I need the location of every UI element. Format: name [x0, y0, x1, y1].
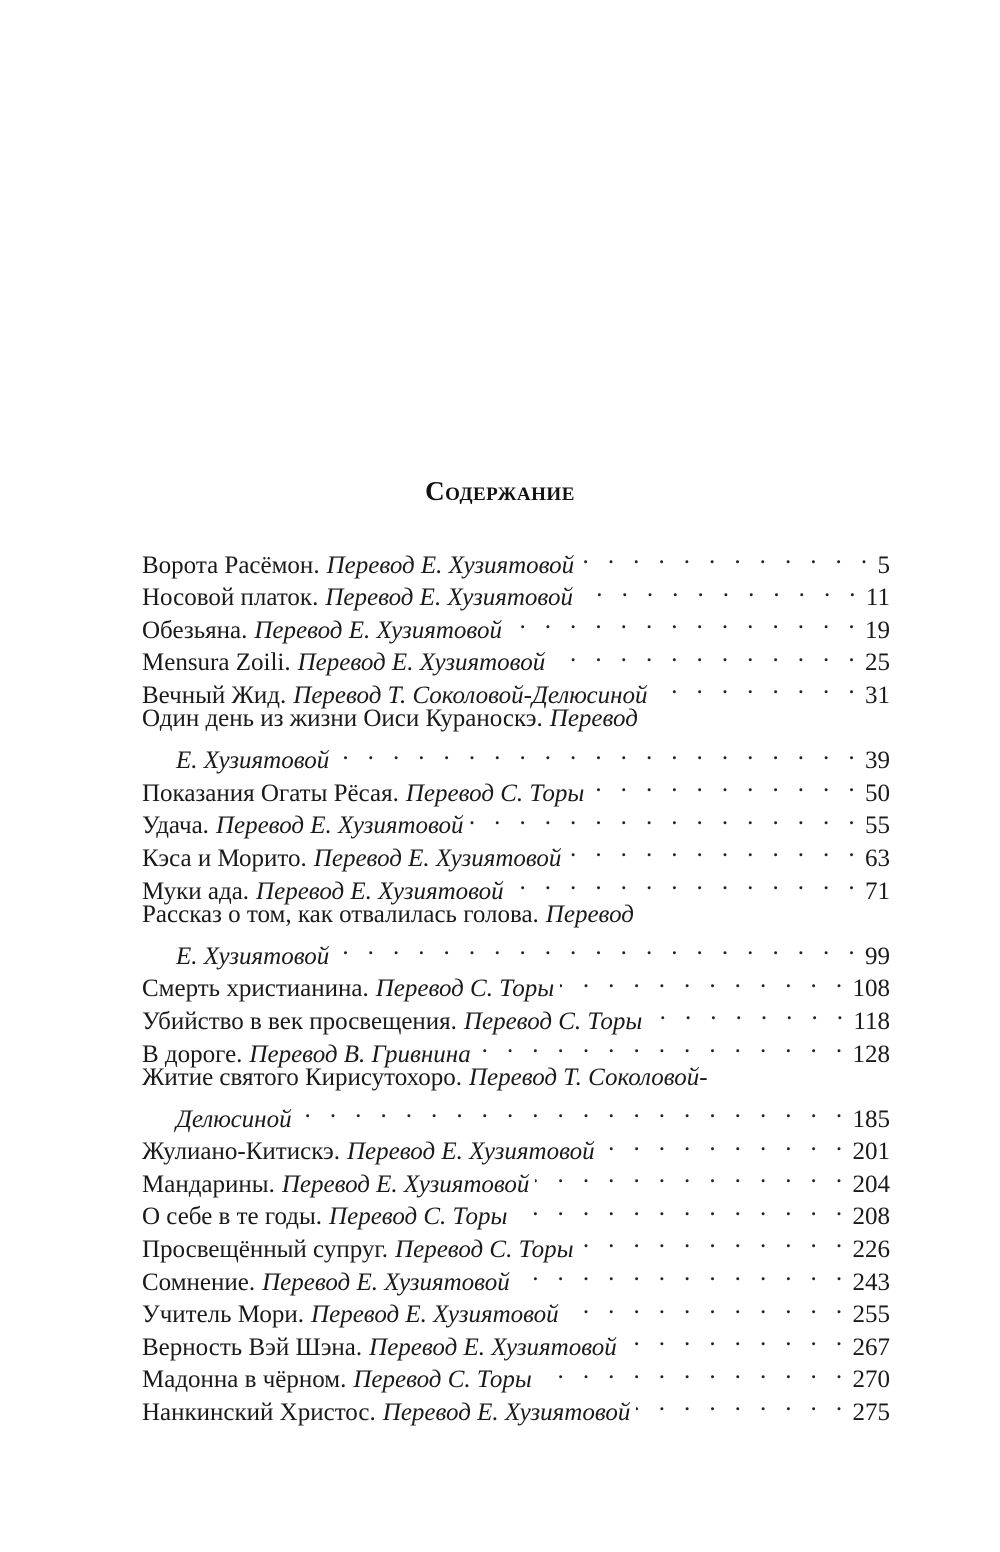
- toc-entry[interactable]: [142, 670, 890, 709]
- toc-entry[interactable]: [142, 703, 890, 775]
- translator: Перевод С. Торы: [329, 1203, 508, 1231]
- story-title: Вечный Жид.: [142, 681, 287, 709]
- dot-leader: [636, 1387, 848, 1420]
- dot-leader: [514, 1192, 849, 1225]
- story-title: Верность Вэй Шэна.: [142, 1333, 363, 1361]
- toc-entry[interactable]: [142, 1355, 890, 1394]
- translator: Перевод С. Торы: [463, 1007, 643, 1035]
- toc-entry[interactable]: [142, 964, 890, 1003]
- page-title: Содержание: [425, 476, 575, 506]
- story-title: О себе в те годы.: [142, 1203, 323, 1231]
- translator: Перевод: [549, 704, 638, 732]
- story-title: Смерть христианина.: [142, 975, 369, 1003]
- toc-entry[interactable]: [142, 1322, 890, 1361]
- page-number: 108: [852, 975, 890, 1003]
- page-number: 55: [865, 812, 890, 840]
- dot-leader: [535, 1159, 848, 1192]
- dot-leader: [538, 1355, 849, 1388]
- translator: Перевод С. Торы: [375, 975, 555, 1003]
- toc-entry[interactable]: [142, 1387, 890, 1427]
- story-title: Учитель Мори.: [142, 1301, 305, 1329]
- translator: Перевод Е. Хузиятовой: [254, 616, 502, 644]
- story-title: Показания Огаты Рёсая.: [142, 779, 399, 807]
- toc-entry[interactable]: [142, 833, 890, 872]
- dot-leader: [580, 540, 873, 573]
- translator: Перевод С. Торы: [395, 1236, 574, 1264]
- dot-leader: [648, 996, 849, 1029]
- translator: Перевод Е. Хузиятовой: [347, 1138, 595, 1166]
- story-title: Просвещённый супруг.: [142, 1236, 389, 1264]
- dot-leader: [335, 736, 861, 769]
- translator: Перевод: [545, 900, 634, 928]
- toc-entry[interactable]: [142, 540, 890, 579]
- story-title: Ворота Расёмон.: [142, 551, 320, 579]
- page-number: 19: [865, 616, 890, 644]
- toc-entry[interactable]: [142, 768, 890, 807]
- story-title: Кэса и Морито.: [142, 844, 307, 872]
- translator: Перевод Т. Соколовой-: [468, 1063, 708, 1091]
- toc-entry[interactable]: [142, 1029, 890, 1068]
- translator: Перевод С. Торы: [405, 779, 585, 807]
- story-title: Удача.: [142, 812, 209, 840]
- toc-entry[interactable]: [142, 1257, 890, 1296]
- page-number: 11: [865, 584, 890, 612]
- toc-entry[interactable]: [142, 1062, 890, 1133]
- toc-entry[interactable]: [142, 605, 890, 644]
- dot-leader: [580, 1224, 849, 1257]
- translator: Перевод Е. Хузиятовой: [281, 1170, 530, 1198]
- page-number: 71: [865, 877, 890, 905]
- dot-leader: [508, 605, 861, 638]
- story-title: В дороге.: [142, 1040, 243, 1068]
- translator: Перевод Е. Хузиятовой: [297, 649, 546, 677]
- table-of-contents: [142, 540, 890, 1427]
- translator: Перевод Е. Хузиятовой: [382, 1399, 631, 1427]
- translator: Перевод Е. Хузиятовой: [326, 551, 575, 579]
- dot-leader: [516, 1257, 849, 1290]
- dot-leader: [335, 931, 861, 964]
- translator: Перевод В. Гривнина: [249, 1040, 471, 1068]
- page-number: 31: [865, 681, 890, 709]
- page-number: 39: [865, 747, 890, 775]
- translator: Перевод С. Торы: [353, 1366, 532, 1394]
- page-number: 128: [852, 1040, 890, 1068]
- story-title: Сомнение.: [142, 1268, 256, 1296]
- story-title: Рассказ о том, как отвалилась голова.: [142, 900, 539, 928]
- dot-leader: [477, 1029, 849, 1062]
- page-number: 118: [853, 1007, 890, 1035]
- page-number: 201: [852, 1138, 890, 1166]
- dot-leader: [590, 768, 861, 801]
- dot-leader: [470, 801, 861, 834]
- page-number: 208: [852, 1203, 890, 1231]
- translator: Перевод Т. Соколовой-Делюсиной: [293, 681, 648, 709]
- page-number: 243: [852, 1268, 890, 1296]
- story-title: Mensura Zoili.: [142, 649, 291, 677]
- page-number: 275: [852, 1399, 890, 1427]
- translator: Перевод Е. Хузиятовой: [311, 1301, 559, 1329]
- page-number: 255: [852, 1301, 890, 1329]
- translator: Перевод Е. Хузиятовой: [369, 1333, 617, 1361]
- page-number: 25: [865, 649, 890, 677]
- toc-entry[interactable]: [142, 1159, 890, 1198]
- story-title: Убийство в век просвещения.: [142, 1007, 457, 1035]
- dot-leader: [623, 1322, 849, 1355]
- story-title: Обезьяна.: [142, 616, 248, 644]
- page-number: 185: [852, 1105, 890, 1133]
- page-number: 226: [852, 1236, 890, 1264]
- page-number: 99: [865, 942, 890, 970]
- dot-leader: [654, 670, 861, 703]
- toc-entry[interactable]: [142, 801, 890, 840]
- page-number: 50: [865, 779, 890, 807]
- translator: Перевод Е. Хузиятовой: [313, 844, 562, 872]
- toc-entry[interactable]: [142, 1290, 890, 1329]
- dot-leader: [298, 1094, 849, 1127]
- translator: Перевод Е. Хузиятовой: [215, 812, 464, 840]
- page-number: 5: [877, 551, 890, 579]
- story-title: Носовой платок.: [142, 584, 319, 612]
- translator-continued: Е. Хузиятовой: [176, 747, 330, 775]
- dot-leader: [579, 573, 862, 606]
- story-title: Муки ада.: [142, 877, 250, 905]
- toc-entry[interactable]: [142, 996, 890, 1035]
- story-title: Мадонна в чёрном.: [142, 1366, 347, 1394]
- page-number: 270: [852, 1366, 890, 1394]
- dot-leader: [565, 1290, 849, 1323]
- dot-leader: [560, 964, 848, 997]
- translator-continued: Е. Хузиятовой: [176, 942, 330, 970]
- toc-entry[interactable]: [142, 899, 890, 970]
- dot-leader: [551, 638, 861, 671]
- toc-entry[interactable]: [142, 1192, 890, 1231]
- toc-entry[interactable]: [142, 866, 890, 905]
- translator: Перевод Е. Хузиятовой: [256, 877, 504, 905]
- toc-entry[interactable]: [142, 638, 890, 677]
- story-title: Мандарины.: [142, 1170, 275, 1198]
- page-number: 63: [865, 844, 890, 872]
- page-number: 204: [852, 1170, 890, 1198]
- translator-continued: Делюсиной: [176, 1105, 292, 1133]
- story-title: Один день из жизни Оиси Кураноскэ.: [142, 704, 543, 732]
- toc-entry[interactable]: [142, 1224, 890, 1264]
- page-number: 267: [852, 1333, 890, 1361]
- story-title: Житие святого Кирисутохоро.: [142, 1063, 462, 1091]
- dot-leader: [601, 1127, 849, 1160]
- translator: Перевод Е. Хузиятовой: [325, 584, 573, 612]
- toc-entry[interactable]: [142, 1127, 890, 1166]
- translator: Перевод Е. Хузиятовой: [262, 1268, 510, 1296]
- toc-entry[interactable]: [142, 573, 890, 612]
- dot-leader: [510, 866, 861, 899]
- story-title: Жулиано-Китискэ.: [142, 1138, 340, 1166]
- story-title: Нанкинский Христос.: [142, 1399, 376, 1427]
- dot-leader: [567, 833, 861, 866]
